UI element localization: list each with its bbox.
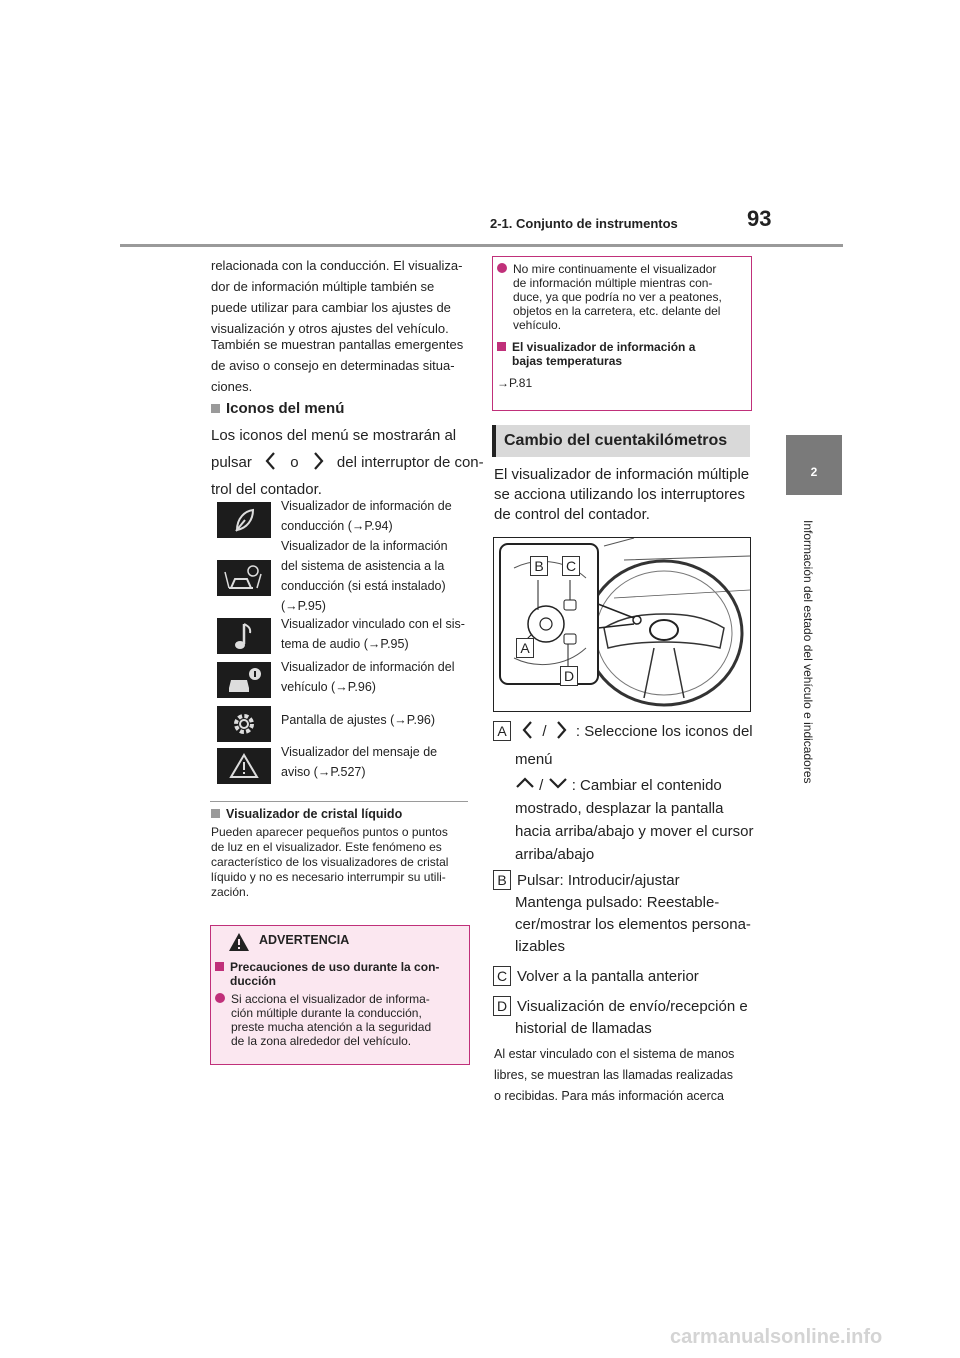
text-line: También se muestran pantallas emergentes — [211, 337, 464, 352]
menu-row-text — [281, 657, 454, 697]
text-line: aviso (→P.527) — [281, 765, 366, 779]
heading-square-icon — [211, 809, 220, 818]
text-line: El visualizador de información a — [512, 340, 696, 354]
page-number: 93 — [747, 206, 772, 231]
chevron-down-icon — [548, 777, 568, 789]
text-line: de luz en el visualizador. Este fenómeno es — [211, 840, 442, 854]
heading-text: Visualizador de cristal líquido — [226, 807, 403, 821]
text-line: puede utilizar para cambiar los ajustes de — [211, 300, 451, 315]
text-line: Visualizador de información de — [281, 499, 452, 513]
menu-row-text — [281, 614, 465, 654]
heading-square-icon — [497, 342, 506, 351]
text-line: ciones. — [211, 379, 253, 394]
text-line: (→P.95) — [281, 599, 326, 613]
text-pulsar: pulsar — [211, 454, 252, 471]
text-line: Volver a la pantalla anterior — [517, 968, 699, 985]
section-title-text: Cambio del cuentakilómetros — [504, 432, 728, 449]
warning-header — [211, 926, 469, 956]
text-line: ción múltiple durante la conducción, — [231, 1006, 422, 1020]
figure-label-c: C — [562, 556, 580, 576]
text-line: hacia arriba/abajo y mover el cursor — [515, 823, 754, 840]
chapter-tab — [786, 435, 842, 495]
menu-row-text — [281, 536, 448, 616]
item-d — [493, 996, 763, 1040]
text-line: Pulsar: Introducir/ajustar — [517, 872, 680, 889]
footer-paragraph — [494, 1044, 734, 1107]
text-o: o — [290, 454, 299, 471]
slash: / — [542, 723, 547, 740]
caution-ref[interactable]: →P.81 — [497, 376, 533, 390]
text-line: Visualizador del mensaje de — [281, 745, 438, 759]
text-line: libres, se muestran las llamadas realizadas — [494, 1068, 733, 1082]
lcd-paragraph — [211, 825, 448, 900]
text-line: menú — [515, 751, 553, 768]
text-line: mostrado, desplazar la pantalla — [515, 800, 724, 817]
text-line: dor de información múltiple también se — [211, 279, 435, 294]
text-line: conducción (si está instalado) — [281, 579, 446, 593]
section-title: 2-1. Conjunto de instrumentos — [490, 216, 678, 231]
letter-d: D — [493, 996, 511, 1016]
text-line: de control del contador. — [494, 506, 650, 523]
text-line: Si acciona el visualizador de informa- — [231, 992, 430, 1006]
text-line: cer/mostrar los elementos persona- — [515, 916, 751, 933]
caution-box — [492, 256, 752, 411]
item-c — [493, 966, 699, 988]
settings-gear-icon — [217, 706, 271, 742]
text-line: : Seleccione los iconos del — [575, 723, 753, 740]
slash: / — [539, 777, 544, 794]
text-line: Los iconos del menú se mostrarán al — [211, 427, 457, 444]
item-a-line — [493, 720, 763, 743]
driver-assist-icon — [217, 560, 271, 596]
text-line: conducción (→P.94) — [281, 519, 393, 533]
item-b — [493, 870, 763, 958]
section-title-accent — [492, 425, 496, 457]
chevron-right-icon — [311, 451, 325, 471]
text-line: Visualizador de información del — [281, 660, 455, 674]
menu-text — [211, 424, 484, 501]
figure-label-b: B — [530, 556, 548, 576]
text-line: se acciona utilizando los interruptores — [494, 486, 745, 503]
warning-body — [211, 956, 469, 1064]
watermark: carmanualsonline.info — [670, 1326, 883, 1348]
warning-subheading — [215, 960, 463, 988]
chapter-number: 2 — [810, 465, 818, 479]
text-line: o recibidas. Para más información acerca — [494, 1089, 724, 1103]
text-line: de información múltiple mientras con- — [513, 276, 713, 290]
text-line: Visualizador vinculado con el sis- — [281, 617, 465, 631]
chevron-right-icon — [554, 720, 568, 740]
text-line: No mire continuamente el visualizador — [513, 262, 717, 276]
text-line: Precauciones de uso durante la con- — [230, 960, 440, 974]
text-line: vehículo. — [513, 318, 562, 332]
chapter-title: Información del estado del vehículo e indicadores — [801, 520, 815, 784]
text-line: lizables — [515, 938, 566, 955]
text-line: relacionada con la conducción. El visualiza- — [211, 258, 463, 273]
odometer-intro — [494, 465, 749, 525]
section-rule — [210, 801, 468, 802]
intro-paragraph — [211, 255, 462, 339]
text-line: vehículo (→P.96) — [281, 680, 376, 694]
chevron-left-icon — [264, 451, 278, 471]
caution-subheading — [493, 332, 751, 368]
chevron-left-icon — [521, 720, 535, 740]
text-line: : Cambiar el contenido — [571, 777, 722, 794]
text-line: del sistema de asistencia a la — [281, 559, 445, 573]
intro-paragraph-2 — [211, 334, 463, 397]
text-line: Visualizador de la información — [281, 539, 448, 553]
text-line-with-icons — [211, 451, 484, 474]
item-a — [493, 720, 763, 771]
text-line: Visualización de envío/recepción e — [517, 998, 748, 1015]
text-line: bajas temperaturas — [512, 354, 623, 368]
warning-bullet — [215, 992, 463, 1048]
text-line: ducción — [230, 974, 277, 988]
text-line: duce, ya que podría no ver a peatones, — [513, 290, 722, 304]
heading-text: Iconos del menú — [226, 400, 345, 417]
warning-triangle-icon — [228, 932, 250, 952]
text-line: Al estar vinculado con el sistema de manos — [494, 1047, 735, 1061]
text-line: trol del contador. — [211, 481, 322, 498]
music-note-icon — [217, 618, 271, 654]
caution-bullet — [493, 257, 751, 332]
text-line: El visualizador de información múltiple — [494, 466, 750, 483]
header-rule — [120, 244, 843, 247]
text-line: de aviso o consejo en determinadas situa- — [211, 358, 455, 373]
heading-square-icon — [215, 962, 224, 971]
letter-b: B — [493, 870, 511, 890]
section-title-bar — [492, 425, 750, 457]
eco-leaf-icon — [217, 502, 271, 538]
menu-row-text — [281, 710, 435, 730]
text-line: arriba/abajo — [515, 846, 595, 863]
text-line: Mantenga pulsado: Reestable- — [515, 894, 720, 911]
menu-heading — [211, 400, 344, 417]
text-line: Pueden aparecer pequeños puntos o puntos — [211, 825, 448, 839]
figure-label-a: A — [516, 638, 534, 658]
vehicle-info-icon — [217, 662, 271, 698]
warning-box — [210, 925, 470, 1065]
text-line: Pantalla de ajustes (→P.96) — [281, 713, 436, 727]
warning-title: ADVERTENCIA — [259, 933, 350, 947]
letter-c: C — [493, 966, 511, 986]
text-line: historial de llamadas — [515, 1020, 652, 1037]
steering-wheel-figure — [493, 537, 751, 712]
heading-square-icon — [211, 404, 220, 413]
text-rest: del interruptor de con- — [336, 454, 484, 471]
text-line: visualización y otros ajustes del vehículo. — [211, 321, 449, 336]
chevron-up-icon — [515, 777, 535, 789]
text-line: zación. — [211, 885, 250, 899]
menu-row-text — [281, 496, 452, 536]
warning-triangle-icon — [217, 748, 271, 784]
text-line: preste mucha atención a la seguridad — [231, 1020, 432, 1034]
text-line: objetos en la carretera, etc. delante del — [513, 304, 721, 318]
lcd-heading — [211, 807, 402, 821]
figure-label-d: D — [560, 666, 578, 686]
text-line: característico de los visualizadores de cristal — [211, 855, 449, 869]
bullet-dot-icon — [497, 263, 507, 273]
item-a-sub — [515, 774, 753, 866]
item-a-sub-line — [515, 774, 753, 797]
bullet-dot-icon — [215, 993, 225, 1003]
text-line: de la zona alrededor del vehículo. — [231, 1034, 412, 1048]
menu-row-text — [281, 742, 437, 782]
text-line: tema de audio (→P.95) — [281, 637, 409, 651]
text-line: líquido y no es necesario interrumpir su utili- — [211, 870, 446, 884]
letter-a: A — [493, 721, 511, 741]
